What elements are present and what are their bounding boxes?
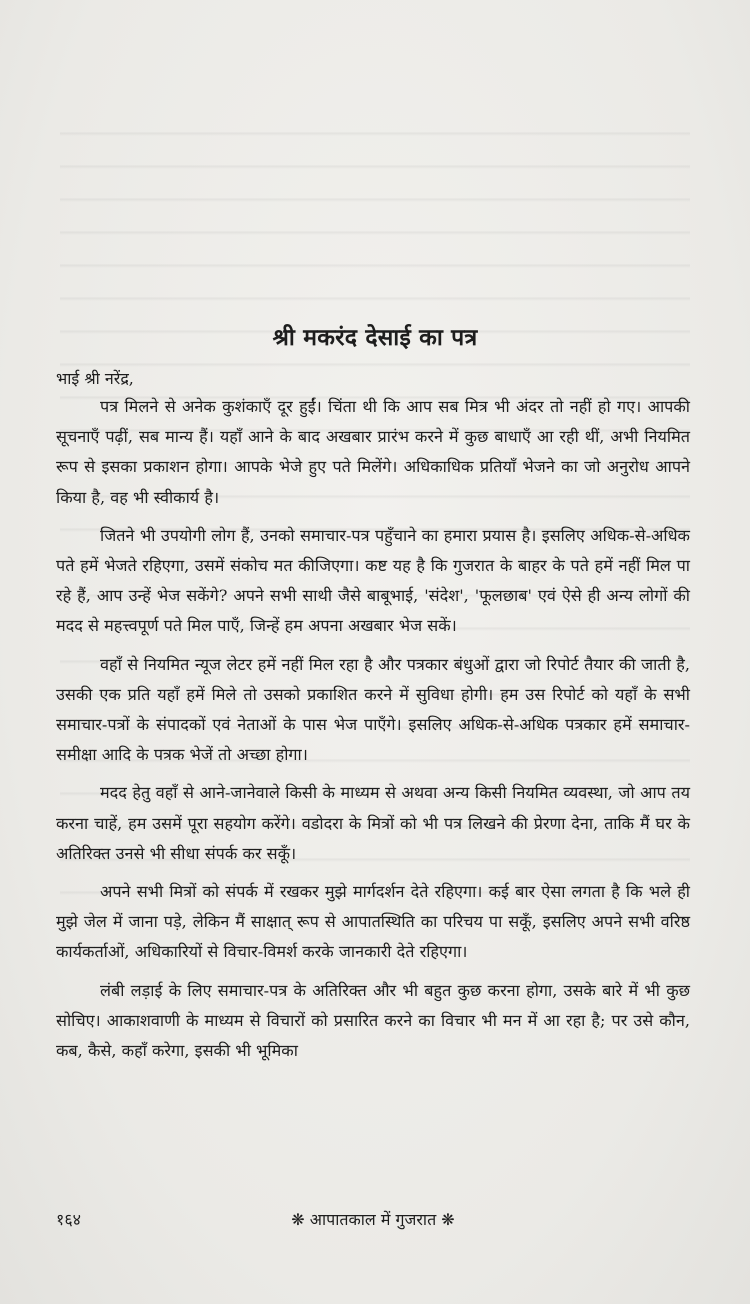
paragraph: मदद हेतु वहाँ से आने-जानेवाले किसी के माध्यम से अथवा अन्य किसी नियमित व्यवस्था, जो आप तय करना चाहें, हम उसमें पूरा सहयोग करेंगे। वडोदरा के मित्रों को भी पत्र लिखने की प्रेरणा देना, ताकि मैं घर के अतिरिक्त उनसे भी सीधा संपर्क कर सकूँ।	[56, 783, 690, 863]
running-footer-title: ❋ आपातकाल में गुजरात ❋	[291, 1210, 455, 1229]
paragraph: जितने भी उपयोगी लोग हैं, उनको समाचार-पत्र पहुँचाने का हमारा प्रयास है। इसलिए अधिक-से-अधिक पते हमें भेजते रहिएगा, उसमें संकोच मत कीजिएगा। कष्ट यह है कि गुजरात के बाहर के पते हमें नहीं मिल पा रहे हैं, आप उन्हें भेज सकेंगे? अपने सभी साथी जैसे बाबूभाई, 'संदेश', 'फूलछाब' एवं ऐसे ही अन्य लोगों की मदद से महत्त्वपूर्ण पते मिल पाएँ, जिन्हें हम अपना अखबार भेज सकें।	[56, 525, 690, 636]
page-number: १६४	[56, 1210, 81, 1229]
letter-title: श्री मकरंद देसाई का पत्र	[272, 324, 478, 351]
page-footer	[56, 1208, 690, 1232]
paragraph: पत्र मिलने से अनेक कुशंकाएँ दूर हुईं। चिंता थी कि आप सब मित्र भी अंदर तो नहीं हो गए। आपकी सूचनाएँ पढ़ीं, सब मान्य हैं। यहाँ आने के बाद अखबार प्रारंभ करने में कुछ बाधाएँ आ रही थीं, अभी नियमित रूप से इसका प्रकाशन होगा। आपके भेजे हुए पते मिलेंगे। अधिकाधिक प्रतियाँ भेजने का जो अनुरोध आपने किया है, वह भी स्वीकार्य है।	[56, 397, 690, 507]
salutation: भाई श्री नरेंद्र,	[56, 369, 134, 388]
paragraph: अपने सभी मित्रों को संपर्क में रखकर मुझे मार्गदर्शन देते रहिएगा। कई बार ऐसा लगता है कि भले ही मुझे जेल में जाना पड़े, लेकिन मैं साक्षात् रूप से आपातस्थिति का परिचय पा सकूँ, इसलिए अपने सभी वरिष्ठ कार्यकर्ताओं, अधिकारियों से विचार-विमर्श करके जानकारी देते रहिएगा।	[56, 882, 690, 962]
paragraph: लंबी लड़ाई के लिए समाचार-पत्र के अतिरिक्त और भी बहुत कुछ करना होगा, उसके बारे में भी कुछ सोचिए। आकाशवाणी के माध्यम से विचारों को प्रसारित करने का विचार भी मन में आ रहा है; पर उसे कौन, कब, कैसे, कहाँ करेगा, इसकी भी भूमिका	[56, 980, 690, 1061]
paragraph: वहाँ से नियमित न्यूज लेटर हमें नहीं मिल रहा है और पत्रकार बंधुओं द्वारा जो रिपोर्ट तैयार की जाती है, उसकी एक प्रति यहाँ हमें मिले तो उसको प्रकाशित करने में सुविधा होगी। हम उस रिपोर्ट को यहाँ के सभी समाचार-पत्रों के संपादकों एवं नेताओं के पास भेज पाएँगे। इसलिए अधिक-से-अधिक पत्रकार हमें समाचार-समीक्षा आदि के पत्रक भेजें तो अच्छा होगा।	[56, 654, 690, 765]
letter-body	[56, 392, 690, 1074]
